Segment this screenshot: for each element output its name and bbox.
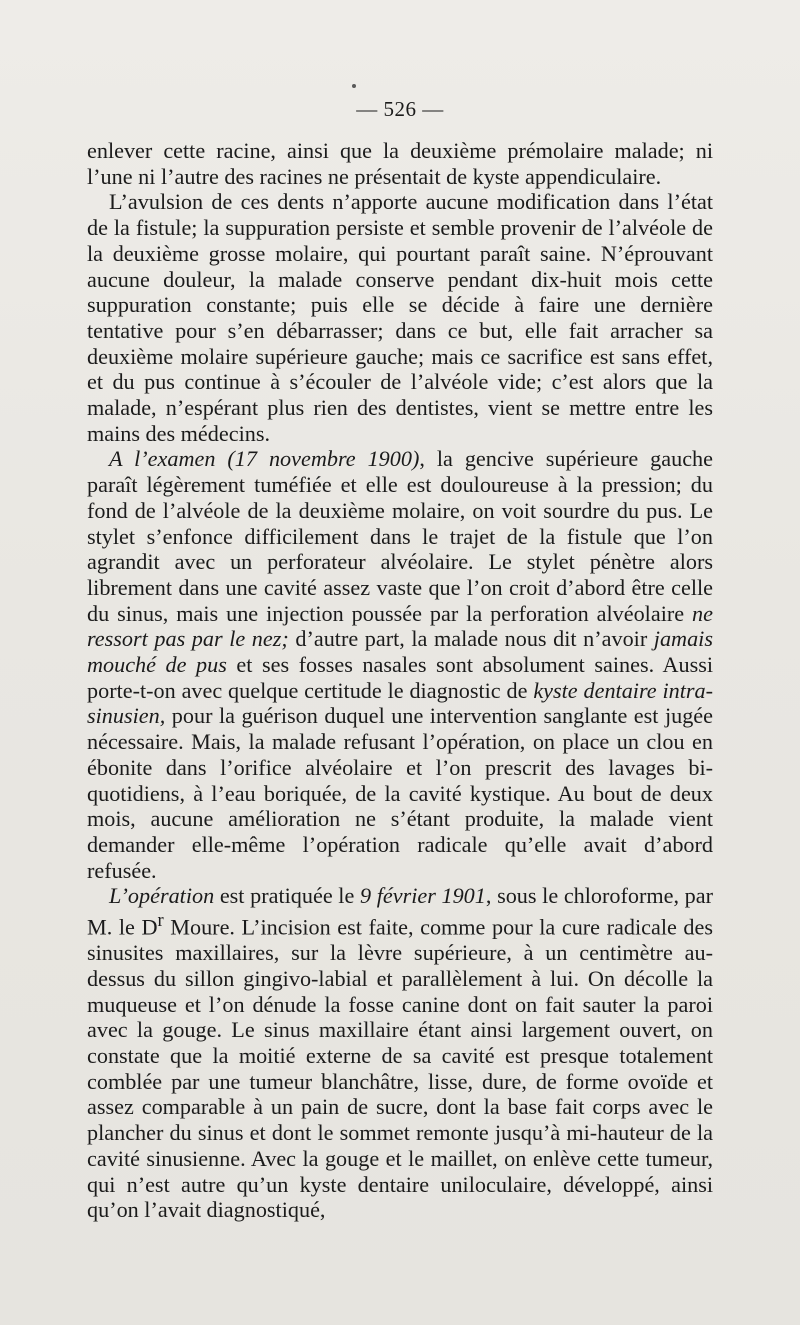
doctor-superscript: r	[157, 911, 164, 932]
paragraph-3-text-4: pour la guérison duquel une intervention sanglante est jugée nécessaire. Mais, la malade refusant l’opération, on place un clou en ébonite dans l’orifice alvéolaire et l’on prescrit des lavages bi-quotidiens, à l’eau boriquée, de la cavité kystique. Au bout de deux mois, aucune amélioration ne s’étant produite, la malade vient demander elle-même l’opération radicale qu’elle avait d’abord refusée.	[87, 703, 713, 883]
paragraph-3-text-3: et ses fosses nasales sont absolument saines. Aussi porte-t-on avec quelque certitude le diagnostic de	[87, 652, 714, 703]
paragraph-3	[87, 446, 713, 883]
paragraph-4-text-2: , sous le chloroforme, par M. le D	[87, 883, 713, 940]
emphasis-ne-ressort: ne ressort pas par le nez;	[87, 600, 713, 652]
paragraph-4-text-1: est pratiquée le	[214, 883, 360, 909]
paragraph-1: enlever cette racine, ainsi que la deuxième prémolaire malade; ni l’une ni l’autre des racines ne présentait de kyste appendiculaire.	[87, 138, 713, 189]
print-speck	[352, 84, 356, 88]
paragraph-4-text-3: Moure. L’incision est faite, comme pour la cure radicale des sinusites maxillaires, sur la lèvre supérieure, à un centimètre au-dessus du sillon gingivo-labial et parallèlement à lui. On décolle la muqueuse et l’on dénude la fosse canine dont on fait sauter la paroi avec la gouge. Le sinus maxillaire étant ainsi largement ouvert, on constate que la moitié externe de sa cavité est presque totalement comblée par une tumeur blanchâtre, lisse, dure, de forme ovoïde et assez comparable à un pain de sucre, dont la base fait corps avec le plancher du sinus et dont le sommet remonte jusqu’à mi-hauteur de la cavité sinusienne. Avec la gouge et le maillet, on enlève cette tumeur, qui n’est autre qu’un kyste dentaire uniloculaire, développé, ainsi qu’on l’avait diagnostiqué,	[87, 914, 713, 1223]
paragraph-2: L’avulsion de ces dents n’apporte aucune modification dans l’état de la fistule; la suppuration persiste et semble provenir de l’alvéole de la deuxième grosse molaire, qui pourtant paraît saine. N’éprouvant aucune douleur, la malade conserve pendant dix-huit mois cette suppuration constante; puis elle se décide à faire une dernière tentative pour s’en débarrasser; dans ce but, elle fait arracher sa deuxième molaire supérieure gauche; mais ce sacrifice est sans effet, et du pus continue à s’écouler de l’alvéole vide; c’est alors que la malade, n’espérant plus rien des dentistes, vient se mettre entre les mains des médecins.	[87, 189, 713, 446]
emphasis-diagnosis: kyste dentaire intra-sinusien,	[87, 677, 714, 729]
text-body	[87, 138, 713, 1223]
operation-heading: L’opération	[109, 883, 215, 909]
page-number: — 526 —	[356, 97, 444, 121]
paragraph-3-text-2: d’autre part, la malade nous dit n’avoir	[288, 626, 654, 652]
exam-date-heading: A l’examen (17 novembre 1900)	[109, 446, 420, 472]
emphasis-jamais-mouche: jamais mouché de pus	[87, 626, 713, 678]
paragraph-4	[87, 883, 713, 1223]
paragraph-3-text-1: , la gencive supérieure gauche paraît légèrement tuméfiée et elle est douloureuse à la pression; du fond de l’alvéole de la deuxième molaire, on voit sourdre du pus. Le stylet s’enfonce difficilement dans le trajet de la fistule que l’on agrandit avec un perforateur alvéolaire. Le stylet pénètre alors librement dans une cavité assez vaste que l’on croit d’abord être celle du sinus, mais une injection poussée par la perforation alvéolaire	[87, 446, 713, 626]
operation-date: 9 février 1901	[359, 883, 486, 909]
